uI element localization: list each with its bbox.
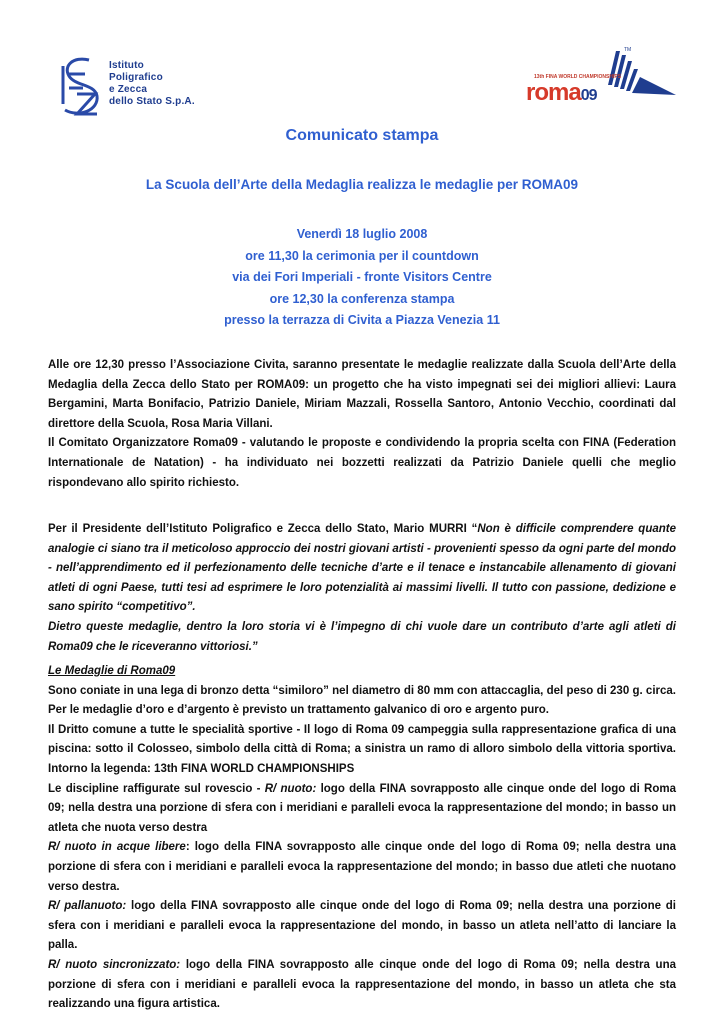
p6-text: logo della FINA sovrapposto alle cinque onde del logo di Roma 09; nella destra una porzione di sfera con i meridiani e paralleli evoca la rappresentazione del mondo, in basso un atleta che sta realizzando una figura artistica. (48, 958, 676, 1011)
medals-paragraph-3 (48, 780, 676, 839)
roma09-subtitle: 13th FINA WORLD CHAMPIONSHIPS (534, 74, 622, 80)
ipzs-line-1: Istituto (109, 60, 144, 71)
ipzs-monogram-icon (55, 52, 109, 122)
intro-section (48, 356, 676, 493)
p3-label: R/ nuoto: (264, 782, 317, 795)
p5-label: R/ pallanuoto: (48, 900, 127, 913)
event-line: ore 12,30 la conferenza stampa (269, 291, 455, 306)
event-line: Venerdì 18 luglio 2008 (296, 227, 428, 241)
ipzs-line-2: Poligrafico (109, 72, 163, 83)
event-line: presso la terrazza di Civita a Piazza Venezia 11 (224, 313, 500, 327)
roma09-wordmark (526, 79, 596, 107)
page-subtitle: La Scuola dell’Arte della Medaglia realizza le medaglie per ROMA09 (145, 177, 579, 192)
medals-paragraph-5 (48, 897, 676, 956)
page-title: Comunicato stampa (285, 127, 439, 144)
p4-text: : logo della FINA sovrapposto alle cinque onde del logo di Roma 09; nella destra una porzione di sfera con i meridiani e paralleli evoca la rappresentazione del mondo; in basso due atleti che nuotano verso destra. (48, 841, 676, 893)
ipzs-logo-text (109, 60, 195, 108)
event-details (40, 224, 684, 332)
medals-paragraph-2: Il Dritto comune a tutte le specialità sportive - Il logo di Roma 09 campeggia sulla rappresentazione grafica di una piscina: sotto il Colosseo, simbolo della città di Roma; a sinistra un ramo di alloro simbolo della vittoria sportiva. Intorno la legenda: 13th FINA WORLD CHAMPIONSHIPS (48, 723, 676, 775)
quote-lead: Per il Presidente dell’Istituto Poligrafico e Zecca dello Stato, Mario MURRI “ (48, 523, 478, 535)
medals-paragraph-6 (48, 956, 676, 1015)
ipzs-line-3: e Zecca (109, 84, 148, 95)
paragraph-1: Alle ore 12,30 presso l’Associazione Civita, saranno presentate le medaglie realizzate dalla Scuola dell’Arte della Medaglia della Zecca dello Stato per ROMA09: un progetto che ha visto impegnati sei dei migliori allievi: Laura Bergamini, Marta Bonifacio, Patrizio Daniele, Miriam Mazzali, Rossella Santoro, Antonio Vecchio, coordinati dal direttore della Scuola, Rosa Maria Villani. (48, 359, 676, 430)
p6-label: R/ nuoto sincronizzato: (48, 958, 181, 971)
medals-paragraph-1: Sono coniate in una lega di bronzo detta “similoro” nel diametro di 80 mm con attaccaglia, del peso di 230 g. circa. Per le medaglie d’oro e d’argento è previsto un trattamento galvanico di oro e argento puro. (48, 684, 676, 717)
quote-text-1: Non è difficile comprendere quante analogie ci siano tra il meticoloso approccio dei nostri giovani artisti - provenienti spesso da ogni parte del mondo - nell’apprendimento ed il perfezionamento delle tecniche d’arte e il tenace e instancabile allenamento di giovani atleti di ogni Paese, tutti tesi ad esprimere le loro potenzialità ai massimi livelli. Il tutto con passione, dedizione e sano spirito “competitivo”. (48, 523, 676, 614)
medals-paragraph-4 (48, 838, 676, 897)
p3-lead: Le discipline raffigurate sul rovescio - (48, 782, 265, 795)
medals-heading: Le Medaglie di Roma09 (48, 665, 176, 677)
quote-paragraph (48, 520, 676, 618)
roma-word: roma (526, 79, 581, 106)
ipzs-line-4: dello Stato S.p.A. (109, 96, 195, 107)
event-line: via dei Fori Imperiali - fronte Visitors Centre (232, 270, 492, 284)
p3-text: logo della FINA sovrapposto alle cinque onde del logo di Roma 09; nella destra una porzione di sfera con i meridiani e paralleli evoca la rappresentazione del mondo; in basso un atleta che nuota verso destra (48, 782, 676, 834)
event-line: ore 11,30 la cerimonia per il countdown (245, 248, 479, 263)
ipzs-logo (55, 52, 215, 122)
paragraph-2: Il Comitato Organizzatore Roma09 - valutando le proposte e condividendo la propria scelta con FINA (Federation Internationale de Natation) - ha individuato nei bozzetti realizzati da Patrizio Daniele quelli che meglio rispondevano allo spirito richiesto. (48, 437, 676, 489)
roma09-tm: TM (624, 47, 632, 53)
roma09-logo (520, 45, 680, 110)
quote-text-2: Dietro queste medaglie, dentro la loro storia vi è l’impegno di chi vuole dare un contributo d’arte agli atleti di Roma09 che le riceveranno vittoriosi.” (48, 620, 676, 653)
p4-label: R/ nuoto in acque libere (48, 841, 186, 854)
p5-text: logo della FINA sovrapposto alle cinque onde del logo di Roma 09; nella destra una porzione di sfera con i meridiani e paralleli evoca la rappresentazione del mondo, in basso un atleta nell’atto di lanciare la palla. (48, 900, 676, 952)
quote-section (48, 520, 676, 657)
medals-section (48, 662, 676, 1015)
roma-09: 09 (580, 87, 597, 104)
